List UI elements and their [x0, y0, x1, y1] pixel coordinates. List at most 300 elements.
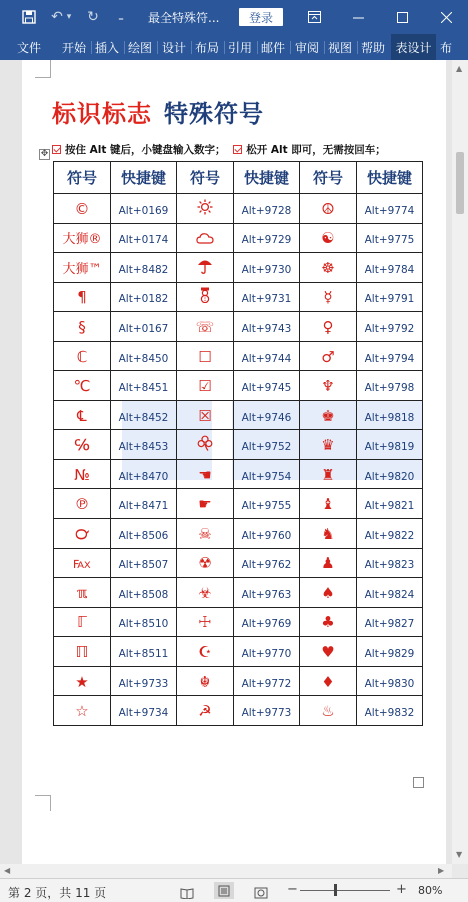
shortcut-cell[interactable]: [234, 194, 300, 224]
shortcut-text: Alt+8470: [118, 470, 169, 483]
tab-table-design[interactable]: 表设计: [391, 34, 436, 60]
shortcut-cell[interactable]: [234, 371, 300, 401]
shortcut-cell[interactable]: [357, 400, 423, 430]
shortcut-cell[interactable]: [234, 282, 300, 312]
symbol-cell[interactable]: [54, 637, 111, 667]
shortcut-cell[interactable]: [357, 282, 423, 312]
symbol-cell[interactable]: [177, 430, 234, 460]
ribbon-tabs: [0, 34, 468, 60]
tab-separator: [224, 41, 225, 54]
shortcut-cell[interactable]: [357, 637, 423, 667]
tab-layout[interactable]: 布局: [195, 40, 220, 55]
symbol-cell[interactable]: [54, 519, 111, 549]
header-symbol[interactable]: 符号: [300, 162, 357, 194]
instruction-note: [52, 142, 386, 157]
symbol-glyph: ☢: [198, 554, 212, 573]
shortcut-text: Alt+9822: [364, 529, 415, 542]
symbol-glyph: ℃: [73, 377, 91, 396]
shortcut-cell[interactable]: [111, 282, 177, 312]
header-shortcut[interactable]: 快捷键: [111, 162, 177, 194]
symbol-cell[interactable]: [54, 548, 111, 578]
symbol-cell[interactable]: [177, 282, 234, 312]
maximize-icon[interactable]: [390, 0, 414, 34]
shortcut-text: Alt+9784: [364, 263, 415, 276]
symbol-glyph: ☪: [198, 642, 212, 661]
shortcut-text: Alt+9818: [364, 411, 415, 424]
shortcut-text: Alt+9774: [364, 204, 415, 217]
tab-file[interactable]: 文件: [17, 40, 42, 55]
shortcut-text: Alt+9832: [364, 707, 415, 720]
symbol-cell[interactable]: [177, 696, 234, 726]
shortcut-text: Alt+8507: [118, 559, 169, 572]
print-layout-icon[interactable]: [214, 882, 234, 899]
table-row: [54, 578, 423, 608]
shortcut-text: Alt+9775: [364, 234, 415, 247]
shortcut-cell[interactable]: [357, 341, 423, 371]
status-bar: [0, 878, 468, 902]
login-button[interactable]: 登录: [239, 8, 283, 26]
symbol-cell[interactable]: [54, 666, 111, 696]
read-mode-icon[interactable]: [180, 884, 194, 902]
tab-draw[interactable]: 绘图: [128, 40, 153, 55]
symbol-cell[interactable]: [300, 400, 357, 430]
shortcut-text: Alt+9744: [241, 352, 292, 365]
shortcut-cell[interactable]: [357, 548, 423, 578]
shortcut-text: Alt+9772: [241, 677, 292, 690]
shortcut-cell[interactable]: [234, 341, 300, 371]
title-bar: [0, 0, 468, 34]
sun-icon: [197, 199, 213, 219]
symbol-cell[interactable]: [54, 459, 111, 489]
table-move-handle[interactable]: ✥: [40, 149, 49, 159]
symbol-glyph: ♆: [321, 377, 335, 396]
symbol-glyph: ☚: [198, 465, 212, 484]
table-header-row: [54, 162, 423, 194]
shortcut-cell[interactable]: [111, 578, 177, 608]
shortcut-text: Alt+9754: [241, 470, 292, 483]
table-row: [54, 430, 423, 460]
crop-mark: [35, 60, 51, 78]
symbol-cell[interactable]: [177, 637, 234, 667]
table-row: [54, 371, 423, 401]
shortcut-cell[interactable]: [111, 253, 177, 283]
vertical-scrollbar[interactable]: [452, 60, 468, 864]
tab-home[interactable]: 开始: [62, 40, 87, 55]
shortcut-text: Alt+9763: [241, 588, 292, 601]
symbol-cell[interactable]: [177, 489, 234, 519]
symbol-glyph: ℼ: [76, 583, 88, 602]
scroll-up-icon[interactable]: ▲: [456, 64, 463, 73]
shortcut-text: Alt+9792: [364, 322, 415, 335]
shortcut-cell[interactable]: [357, 666, 423, 696]
shortcut-cell[interactable]: [234, 578, 300, 608]
shortcut-cell[interactable]: [357, 371, 423, 401]
shortcut-text: Alt+9798: [364, 382, 415, 395]
redo-icon[interactable]: ↻: [87, 9, 99, 25]
shortcut-cell[interactable]: [357, 696, 423, 726]
shortcut-text: Alt+9733: [118, 677, 169, 690]
shortcut-cell[interactable]: [234, 548, 300, 578]
shortcut-cell[interactable]: [234, 459, 300, 489]
symbol-glyph: ♛: [321, 436, 335, 455]
shortcut-text: Alt+9794: [364, 352, 415, 365]
tab-separator: [191, 41, 192, 54]
symbol-glyph: ♣: [321, 613, 335, 632]
tab-separator: [157, 41, 158, 54]
symbol-cell[interactable]: [177, 341, 234, 371]
symbol-glyph: ℗: [74, 495, 90, 514]
header-symbol[interactable]: 符号: [54, 162, 111, 194]
symbol-glyph: ☮: [321, 199, 335, 218]
tab-mailings[interactable]: 邮件: [261, 40, 286, 55]
ribbon-display-icon[interactable]: [304, 0, 324, 34]
shortcut-cell[interactable]: [111, 223, 177, 253]
scrollbar-thumb[interactable]: [456, 152, 464, 214]
close-icon[interactable]: [434, 0, 458, 34]
symbol-glyph: ☆: [75, 702, 89, 721]
table-row: [54, 194, 423, 224]
symbol-cell[interactable]: [300, 519, 357, 549]
shortcut-text: Alt+9745: [241, 382, 292, 395]
document-page[interactable]: [22, 60, 446, 864]
shortcut-text: Alt+9743: [241, 322, 292, 335]
shortcut-text: Alt+8506: [118, 529, 169, 542]
symbol-glyph: ℅: [74, 436, 90, 455]
shortcut-text: Alt+9755: [241, 500, 292, 513]
shortcut-text: Alt+9791: [364, 293, 415, 306]
symbol-cell[interactable]: [54, 371, 111, 401]
shortcut-text: Alt+9820: [364, 470, 415, 483]
table-row: [54, 607, 423, 637]
header-symbol[interactable]: 符号: [177, 162, 234, 194]
shortcut-cell[interactable]: [357, 459, 423, 489]
symbol-glyph: ☣: [198, 583, 212, 602]
tab-design[interactable]: 设计: [162, 40, 187, 55]
tab-separator: [357, 41, 358, 54]
symbol-cell[interactable]: [300, 430, 357, 460]
symbol-glyph: ♞: [321, 524, 335, 543]
table-row: [54, 666, 423, 696]
symbol-cell[interactable]: [300, 666, 357, 696]
symbol-glyph: ★: [75, 672, 89, 691]
shortcut-text: Alt+8511: [118, 647, 169, 660]
shamrock-icon: [197, 435, 213, 455]
shortcut-cell[interactable]: [234, 312, 300, 342]
symbol-glyph: ♨: [321, 702, 335, 721]
shortcut-text: Alt+9730: [241, 263, 292, 276]
symbol-glyph: ℻: [73, 554, 91, 573]
shortcut-cell[interactable]: [234, 637, 300, 667]
title-blue: 特殊符号: [164, 100, 264, 128]
tab-help[interactable]: 帮助: [361, 40, 386, 55]
tab-view[interactable]: 视图: [328, 40, 353, 55]
note-step-2: 松开 Alt 即可，无需按回车；: [246, 144, 386, 156]
symbol-cell[interactable]: [300, 459, 357, 489]
symbol-glyph: ♦: [321, 672, 335, 691]
symbol-cell[interactable]: [54, 253, 111, 283]
shortcut-cell[interactable]: [357, 194, 423, 224]
symbol-glyph: 大狮™: [62, 261, 102, 277]
minimize-icon[interactable]: [346, 0, 370, 34]
symbol-glyph: ♝: [321, 495, 335, 514]
chevron-down-icon[interactable]: ▾: [66, 12, 72, 22]
symbol-cell[interactable]: [54, 578, 111, 608]
table-row: [54, 519, 423, 549]
shortcut-cell[interactable]: [357, 489, 423, 519]
shortcut-cell[interactable]: [234, 696, 300, 726]
table-row: [54, 341, 423, 371]
symbol-cell[interactable]: [177, 666, 234, 696]
symbol-cell[interactable]: [300, 341, 357, 371]
shortcut-text: Alt+8450: [118, 352, 169, 365]
symbol-cell[interactable]: [300, 607, 357, 637]
symbol-cell[interactable]: [177, 607, 234, 637]
symbol-glyph: ☿: [323, 288, 333, 307]
shortcut-text: Alt+8451: [118, 382, 169, 395]
symbol-cell[interactable]: [177, 223, 234, 253]
checkbox-icon: [52, 145, 61, 154]
symbol-glyph: ☭: [198, 702, 212, 721]
symbol-glyph: ☬: [199, 672, 211, 691]
symbol-cell[interactable]: [54, 312, 111, 342]
cloud-icon: [196, 229, 214, 248]
symbol-glyph: §: [78, 317, 86, 336]
tab-references[interactable]: 引用: [228, 40, 253, 55]
table-row: [54, 223, 423, 253]
symbol-glyph: ♀: [322, 317, 334, 336]
page-title: [52, 94, 264, 129]
shortcut-cell[interactable]: [111, 637, 177, 667]
shortcut-cell[interactable]: [111, 666, 177, 696]
shortcut-text: Alt+9821: [364, 500, 415, 513]
symbol-cell[interactable]: [300, 578, 357, 608]
zoom-level[interactable]: 80%: [418, 884, 443, 897]
shortcut-cell[interactable]: [357, 430, 423, 460]
tab-separator: [290, 41, 291, 54]
symbol-cell[interactable]: [300, 637, 357, 667]
symbol-glyph: ♂: [321, 347, 335, 366]
symbol-glyph: ☑: [198, 377, 212, 396]
document-title: 最全特殊符...: [148, 11, 220, 25]
header-shortcut[interactable]: 快捷键: [234, 162, 300, 194]
shortcut-cell[interactable]: [357, 312, 423, 342]
table-row: [54, 459, 423, 489]
table-row: [54, 489, 423, 519]
shortcut-text: Alt+9829: [364, 647, 415, 660]
symbol-glyph: ☩: [198, 613, 212, 632]
shortcut-cell[interactable]: [111, 341, 177, 371]
shortcut-cell[interactable]: [357, 607, 423, 637]
shortcut-cell[interactable]: [111, 430, 177, 460]
document-canvas: [0, 60, 452, 864]
symbol-glyph: ☛: [198, 495, 212, 514]
umbrella-icon: [197, 258, 213, 278]
note-step-1: 按住 Alt 键后，小键盘输入数字；: [65, 144, 226, 156]
undo-icon[interactable]: ↶: [51, 9, 63, 25]
symbol-cell[interactable]: [177, 548, 234, 578]
web-layout-icon[interactable]: [254, 884, 268, 902]
title-red: 标识标志: [52, 100, 152, 128]
tab-insert[interactable]: 插入: [95, 40, 120, 55]
symbol-glyph: ♠: [321, 583, 335, 602]
tab-separator: [257, 41, 258, 54]
symbol-cell[interactable]: [300, 371, 357, 401]
shortcut-cell[interactable]: [111, 371, 177, 401]
horizontal-scrollbar[interactable]: [0, 864, 452, 878]
table-row: [54, 637, 423, 667]
shortcut-cell[interactable]: [357, 223, 423, 253]
tab-review[interactable]: 审阅: [295, 40, 320, 55]
shortcut-cell[interactable]: [111, 548, 177, 578]
symbol-cell[interactable]: [54, 489, 111, 519]
symbol-glyph: ℄: [77, 406, 87, 425]
symbol-cell[interactable]: [54, 341, 111, 371]
shortcut-cell[interactable]: [234, 489, 300, 519]
symbol-glyph: ℿ: [75, 642, 89, 661]
symbol-glyph: ¶: [77, 288, 87, 307]
zoom-in-icon[interactable]: +: [396, 882, 407, 897]
shortcut-text: Alt+0174: [118, 234, 169, 247]
symbol-glyph: 大狮®: [62, 232, 102, 248]
symbol-cell[interactable]: [300, 282, 357, 312]
symbol-cell[interactable]: [177, 578, 234, 608]
shortcut-cell[interactable]: [357, 578, 423, 608]
tab-table-layout[interactable]: 布: [440, 40, 453, 55]
symbol-cell[interactable]: [54, 400, 111, 430]
snowman-icon: [198, 287, 212, 307]
table-row: [54, 312, 423, 342]
symbol-glyph: №: [74, 465, 90, 484]
symbol-cell[interactable]: [177, 519, 234, 549]
symbol-cell[interactable]: [300, 548, 357, 578]
shortcut-cell[interactable]: [111, 312, 177, 342]
shortcut-text: Alt+9734: [118, 707, 169, 720]
shortcut-text: Alt+0169: [118, 204, 169, 217]
table-body: [54, 194, 423, 726]
tab-separator: [91, 41, 92, 54]
shortcut-text: Alt+9762: [241, 559, 292, 572]
shortcut-text: Alt+9752: [241, 441, 292, 454]
table-row: [54, 696, 423, 726]
symbol-glyph: ©: [74, 199, 90, 218]
shortcut-cell[interactable]: [357, 253, 423, 283]
scroll-right-icon[interactable]: ▶: [438, 866, 445, 875]
save-icon[interactable]: [18, 0, 40, 34]
shortcut-text: Alt+8471: [118, 500, 169, 513]
shortcut-cell[interactable]: [111, 607, 177, 637]
shortcut-text: Alt+9827: [364, 618, 415, 631]
shortcut-text: Alt+9773: [241, 707, 292, 720]
symbol-glyph: ☯: [321, 229, 335, 248]
symbol-cell[interactable]: [177, 400, 234, 430]
symbol-glyph: ℺: [75, 524, 89, 543]
shortcut-text: Alt+9731: [241, 293, 292, 306]
symbol-glyph: ☒: [198, 406, 212, 425]
symbol-cell[interactable]: [54, 194, 111, 224]
shortcut-cell[interactable]: [234, 253, 300, 283]
shortcut-cell[interactable]: [357, 519, 423, 549]
shortcut-cell[interactable]: [234, 666, 300, 696]
shortcut-text: Alt+9770: [241, 647, 292, 660]
shortcut-text: Alt+0167: [118, 322, 169, 335]
shortcut-text: Alt+8482: [118, 263, 169, 276]
symbol-cell[interactable]: [54, 696, 111, 726]
symbol-cell[interactable]: [300, 194, 357, 224]
zoom-slider[interactable]: [300, 890, 390, 891]
page-count[interactable]: 第 2 页，共 11 页: [8, 886, 107, 900]
shortcut-text: Alt+8510: [118, 618, 169, 631]
symbol-cell[interactable]: [300, 489, 357, 519]
symbol-glyph: ♥: [321, 642, 335, 661]
shortcut-cell[interactable]: [111, 400, 177, 430]
zoom-slider-thumb[interactable]: [334, 884, 337, 896]
table-resize-handle[interactable]: [413, 777, 424, 788]
symbol-cell[interactable]: [300, 253, 357, 283]
symbol-table: [53, 161, 423, 726]
shortcut-text: Alt+8508: [118, 588, 169, 601]
scroll-left-icon[interactable]: ◀: [4, 866, 11, 875]
shortcut-cell[interactable]: [234, 223, 300, 253]
symbol-cell[interactable]: [54, 607, 111, 637]
shortcut-text: Alt+9823: [364, 559, 415, 572]
table-row: [54, 548, 423, 578]
shortcut-cell[interactable]: [111, 459, 177, 489]
shortcut-text: Alt+9819: [364, 441, 415, 454]
shortcut-cell[interactable]: [111, 489, 177, 519]
symbol-glyph: ♜: [321, 465, 335, 484]
symbol-cell[interactable]: [300, 696, 357, 726]
shortcut-cell[interactable]: [234, 607, 300, 637]
shortcut-cell[interactable]: [234, 400, 300, 430]
symbol-glyph: ☐: [198, 347, 212, 366]
symbol-cell[interactable]: [54, 430, 111, 460]
shortcut-text: Alt+8453: [118, 441, 169, 454]
symbol-glyph: ☏: [195, 317, 215, 336]
shortcut-text: Alt+9746: [241, 411, 292, 424]
symbol-glyph: ℾ: [77, 613, 87, 632]
symbol-cell[interactable]: [177, 194, 234, 224]
symbol-cell[interactable]: [177, 459, 234, 489]
crop-mark: [35, 795, 51, 811]
symbol-glyph: ℂ: [76, 347, 88, 366]
zoom-out-icon[interactable]: −: [287, 882, 298, 897]
shortcut-cell[interactable]: [111, 696, 177, 726]
shortcut-cell[interactable]: [111, 194, 177, 224]
symbol-cell[interactable]: [177, 312, 234, 342]
shortcut-text: Alt+9830: [364, 677, 415, 690]
shortcut-cell[interactable]: [234, 519, 300, 549]
symbol-glyph: ☠: [198, 524, 212, 543]
shortcut-cell[interactable]: [111, 519, 177, 549]
shortcut-text: Alt+9760: [241, 529, 292, 542]
table-row: [54, 400, 423, 430]
checkbox-icon: [233, 145, 242, 154]
header-shortcut[interactable]: 快捷键: [357, 162, 423, 194]
shortcut-text: Alt+9824: [364, 588, 415, 601]
shortcut-cell[interactable]: [234, 430, 300, 460]
symbol-glyph: ♟: [321, 554, 335, 573]
shortcut-text: Alt+0182: [118, 293, 169, 306]
symbol-cell[interactable]: [177, 371, 234, 401]
symbol-cell[interactable]: [177, 253, 234, 283]
customize-icon[interactable]: ₌: [118, 10, 124, 24]
symbol-cell[interactable]: [300, 223, 357, 253]
symbol-cell[interactable]: [300, 312, 357, 342]
symbol-glyph: ♚: [321, 406, 335, 425]
symbol-cell[interactable]: [54, 282, 111, 312]
symbol-cell[interactable]: [54, 223, 111, 253]
scroll-down-icon[interactable]: ▼: [456, 850, 463, 859]
